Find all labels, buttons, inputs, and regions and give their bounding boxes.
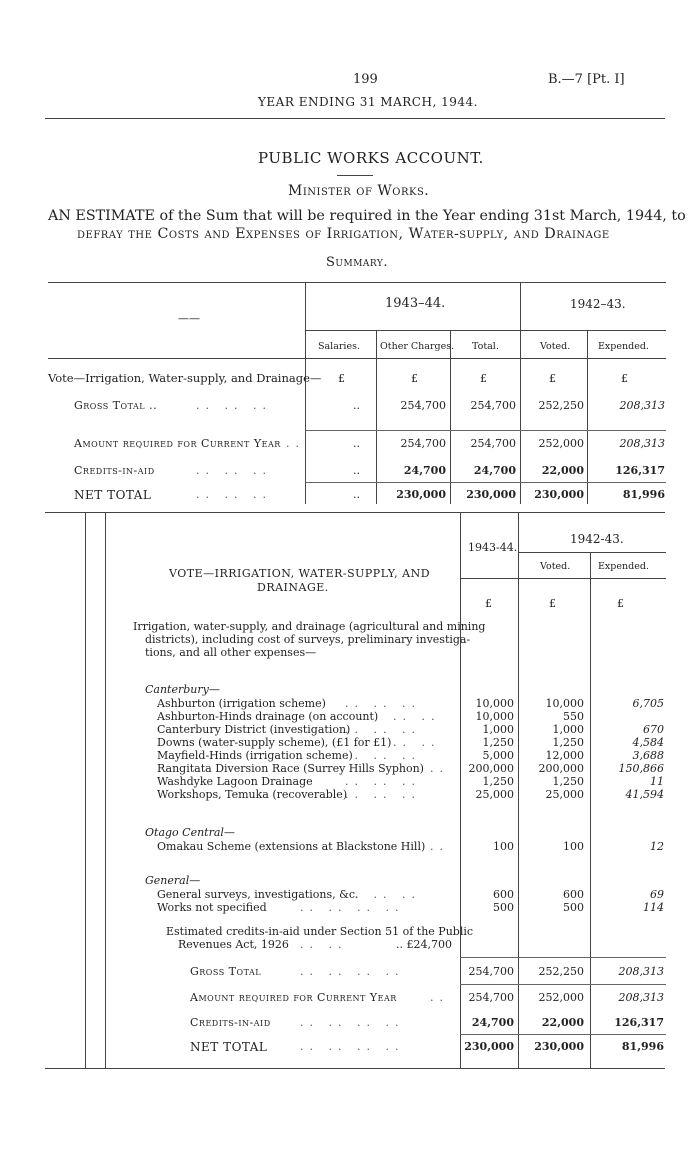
cell-other: 254,700 xyxy=(400,399,446,412)
item-voted: 550 xyxy=(563,710,584,723)
cell-total: 24,700 xyxy=(473,464,516,477)
total-voted: 252,250 xyxy=(538,965,584,978)
item-expended: 41,594 xyxy=(625,788,664,801)
summary-divider xyxy=(587,330,588,504)
pound-sign: £ xyxy=(485,597,492,610)
section-heading-general: General— xyxy=(145,874,201,887)
cell-voted: 252,000 xyxy=(538,437,584,450)
detail-col-voted: Voted. xyxy=(540,561,571,572)
summary-year-previous: 1942–43. xyxy=(570,297,626,311)
year-line: YEAR ENDING 31 MARCH, 1944. xyxy=(258,95,478,109)
item-current: 600 xyxy=(493,888,514,901)
leader-dots: .. .. .. xyxy=(196,488,272,501)
item-current: 1,250 xyxy=(482,775,514,788)
summary-divider xyxy=(520,282,521,504)
totals-rule xyxy=(460,1034,666,1035)
cell-salaries: .. xyxy=(353,399,360,412)
total-expended: 208,313 xyxy=(618,965,664,978)
item-label: Downs (water-supply scheme), (£1 for £1) xyxy=(157,736,392,749)
totals-rule xyxy=(460,957,666,958)
pound-sign: £ xyxy=(338,372,345,385)
item-current: 25,000 xyxy=(475,788,514,801)
detail-header-rule xyxy=(460,578,666,579)
cell-other: 24,700 xyxy=(403,464,446,477)
summary-heading: Summary. xyxy=(326,255,388,270)
item-label: Rangitata Diversion Race (Surrey Hills Syphon) xyxy=(157,762,424,775)
leader-dots: .. xyxy=(286,437,305,450)
page-title: PUBLIC WORKS ACCOUNT. xyxy=(258,149,484,167)
total-current: 24,700 xyxy=(471,1016,514,1029)
totals-rule xyxy=(460,984,666,985)
item-voted: 1,000 xyxy=(552,723,584,736)
leader-dots: .. .. .. xyxy=(345,775,421,788)
col-expended: Expended. xyxy=(598,341,649,352)
leader-dots: .. .. .. xyxy=(345,749,421,762)
total-expended: 126,317 xyxy=(614,1016,664,1029)
item-voted: 500 xyxy=(563,901,584,914)
total-row-label: Credits-in-aid xyxy=(190,1016,271,1029)
leader-dots: .. .. .. xyxy=(345,888,421,901)
item-expended: 670 xyxy=(643,723,664,736)
pound-sign: £ xyxy=(549,372,556,385)
item-expended: 69 xyxy=(650,888,664,901)
summary-top-rule xyxy=(48,282,666,283)
leader-dots: .. .. xyxy=(393,736,441,749)
total-current: 254,700 xyxy=(468,965,514,978)
item-expended: 11 xyxy=(650,775,664,788)
leader-dots: .. xyxy=(430,762,449,775)
item-current: 5,000 xyxy=(482,749,514,762)
cell-salaries: .. xyxy=(353,464,360,477)
item-expended: 4,584 xyxy=(632,736,664,749)
item-label: Mayfield-Hinds (irrigation scheme) xyxy=(157,749,353,762)
item-voted: 1,250 xyxy=(552,775,584,788)
item-label: Workshops, Temuka (recoverable) xyxy=(157,788,348,801)
detail-margin-rule xyxy=(85,512,86,1068)
detail-top-rule xyxy=(45,512,665,513)
item-current: 10,000 xyxy=(475,697,514,710)
item-label: Omakau Scheme (extensions at Blackstone Hill) xyxy=(157,840,426,853)
pound-sign: £ xyxy=(617,597,624,610)
detail-col-previous: 1942-43. xyxy=(570,532,624,546)
total-voted: 252,000 xyxy=(538,991,584,1004)
pound-sign: £ xyxy=(480,372,487,385)
cell-expended: 208,313 xyxy=(619,437,665,450)
leader-dots: .. .. .. xyxy=(196,464,272,477)
item-expended: 3,688 xyxy=(632,749,664,762)
total-expended: 208,313 xyxy=(618,991,664,1004)
cell-voted: 252,250 xyxy=(538,399,584,412)
item-current: 10,000 xyxy=(475,710,514,723)
col-total: Total. xyxy=(472,341,499,352)
total-current: 230,000 xyxy=(464,1040,514,1053)
summary-divider xyxy=(305,282,306,504)
cell-other: 230,000 xyxy=(396,488,446,501)
cell-expended: 126,317 xyxy=(615,464,665,477)
leader-dots: .. .. xyxy=(300,938,348,951)
detail-col-current: 1943-44. xyxy=(468,541,518,554)
detail-margin-rule xyxy=(105,512,106,1068)
cell-voted: 22,000 xyxy=(541,464,584,477)
credits-note-amount: .. £24,700 xyxy=(396,938,452,951)
item-voted: 1,250 xyxy=(552,736,584,749)
total-row-label: Amount required for Current Year xyxy=(190,991,397,1004)
intro-line-3: tions, and all other expenses— xyxy=(145,646,317,659)
item-current: 500 xyxy=(493,901,514,914)
detail-bottom-rule xyxy=(45,1068,665,1069)
leader-dots: .. .. xyxy=(393,710,441,723)
document-reference: B.—7 [Pt. I] xyxy=(548,72,625,87)
detail-divider xyxy=(590,552,591,1068)
intro-line-1: Irrigation, water-supply, and drainage (agricultural and mining xyxy=(133,620,486,633)
cell-salaries: .. xyxy=(353,437,360,450)
col-voted: Voted. xyxy=(540,341,571,352)
item-expended: 114 xyxy=(643,901,664,914)
leader-dots: .. .. .. .. xyxy=(300,1040,405,1053)
credits-note-line-2: Revenues Act, 1926 xyxy=(178,938,289,951)
leader-dots: .. .. .. xyxy=(345,697,421,710)
item-voted: 600 xyxy=(563,888,584,901)
estimate-line-2: defray the Costs and Expenses of Irrigation, Water-supply, and Drainage xyxy=(77,226,610,242)
item-expended: 12 xyxy=(650,840,664,853)
vote-title-line-1: VOTE—IRRIGATION, WATER-SUPPLY, AND xyxy=(169,567,431,580)
total-row-label: NET TOTAL xyxy=(190,1040,268,1054)
page-number: 199 xyxy=(353,72,378,87)
cell-voted: 230,000 xyxy=(534,488,584,501)
summary-divider xyxy=(450,330,451,504)
item-current: 1,000 xyxy=(482,723,514,736)
leader-dots: .. .. .. .. xyxy=(300,965,405,978)
item-voted: 25,000 xyxy=(545,788,584,801)
cell-total: 254,700 xyxy=(470,437,516,450)
item-label: Ashburton-Hinds drainage (on account) xyxy=(157,710,379,723)
cell-expended: 208,313 xyxy=(619,399,665,412)
summary-subheader-rule xyxy=(305,330,666,331)
leader-dots: .. .. .. xyxy=(196,399,272,412)
item-current: 200,000 xyxy=(468,762,514,775)
section-heading-otago: Otago Central— xyxy=(145,826,235,839)
leader-dots: .. xyxy=(430,991,449,1004)
minister-line: Minister of Works. xyxy=(288,183,430,199)
cell-total: 254,700 xyxy=(470,399,516,412)
intro-line-2: districts), including cost of surveys, preliminary investiga- xyxy=(145,633,471,646)
total-voted: 22,000 xyxy=(541,1016,584,1029)
cell-salaries: .. xyxy=(353,488,360,501)
leader-dots: .. .. .. .. xyxy=(300,1016,405,1029)
item-current: 100 xyxy=(493,840,514,853)
summary-row-rule xyxy=(305,482,666,483)
item-voted: 200,000 xyxy=(538,762,584,775)
summary-row-label: Amount required for Current Year xyxy=(74,437,281,450)
cell-other: 254,700 xyxy=(400,437,446,450)
item-voted: 12,000 xyxy=(545,749,584,762)
summary-row-rule xyxy=(305,430,666,431)
leader-dots: .. .. .. xyxy=(345,723,421,736)
summary-vote-label: Vote—Irrigation, Water-supply, and Drainage— xyxy=(48,371,322,385)
item-label: Canterbury District (investigation) xyxy=(157,723,351,736)
summary-row-label: Credits-in-aid xyxy=(74,464,155,477)
summary-year-current: 1943–44. xyxy=(385,296,446,311)
title-rule xyxy=(337,175,373,176)
item-expended: 6,705 xyxy=(632,697,664,710)
cell-expended: 81,996 xyxy=(622,488,665,501)
pound-sign: £ xyxy=(411,372,418,385)
item-voted: 100 xyxy=(563,840,584,853)
summary-row-label: Gross Total .. xyxy=(74,399,158,412)
item-current: 1,250 xyxy=(482,736,514,749)
vote-title-line-2: DRAINAGE. xyxy=(257,581,329,594)
item-label: Works not specified xyxy=(157,901,267,914)
item-expended: 150,866 xyxy=(618,762,664,775)
summary-dash: —— xyxy=(178,312,200,325)
total-current: 254,700 xyxy=(468,991,514,1004)
cell-total: 230,000 xyxy=(466,488,516,501)
item-label: Ashburton (irrigation scheme) xyxy=(157,697,326,710)
item-voted: 10,000 xyxy=(545,697,584,710)
credits-note-line-1: Estimated credits-in-aid under Section 51 of the Public xyxy=(166,925,474,938)
detail-col-expended: Expended. xyxy=(598,561,649,572)
summary-header-rule xyxy=(48,358,666,359)
summary-row-label: NET TOTAL xyxy=(74,488,152,502)
leader-dots: .. .. .. xyxy=(345,788,421,801)
leader-dots: .. .. .. .. xyxy=(300,901,405,914)
total-row-label: Gross Total xyxy=(190,965,262,978)
pound-sign: £ xyxy=(549,597,556,610)
section-heading-canterbury: Canterbury— xyxy=(145,683,220,696)
header-rule xyxy=(45,118,665,119)
col-salaries: Salaries. xyxy=(318,341,360,352)
item-label: Washdyke Lagoon Drainage xyxy=(157,775,313,788)
col-other-charges: Other Charges. xyxy=(380,341,455,352)
estimate-line-1: AN ESTIMATE of the Sum that will be required in the Year ending 31st March, 1944, to xyxy=(48,208,686,224)
item-label: General surveys, investigations, &c. xyxy=(157,888,359,901)
total-expended: 81,996 xyxy=(621,1040,664,1053)
pound-sign: £ xyxy=(621,372,628,385)
total-voted: 230,000 xyxy=(534,1040,584,1053)
summary-divider xyxy=(376,330,377,504)
leader-dots: .. xyxy=(430,840,449,853)
detail-subheader-rule xyxy=(518,552,666,553)
